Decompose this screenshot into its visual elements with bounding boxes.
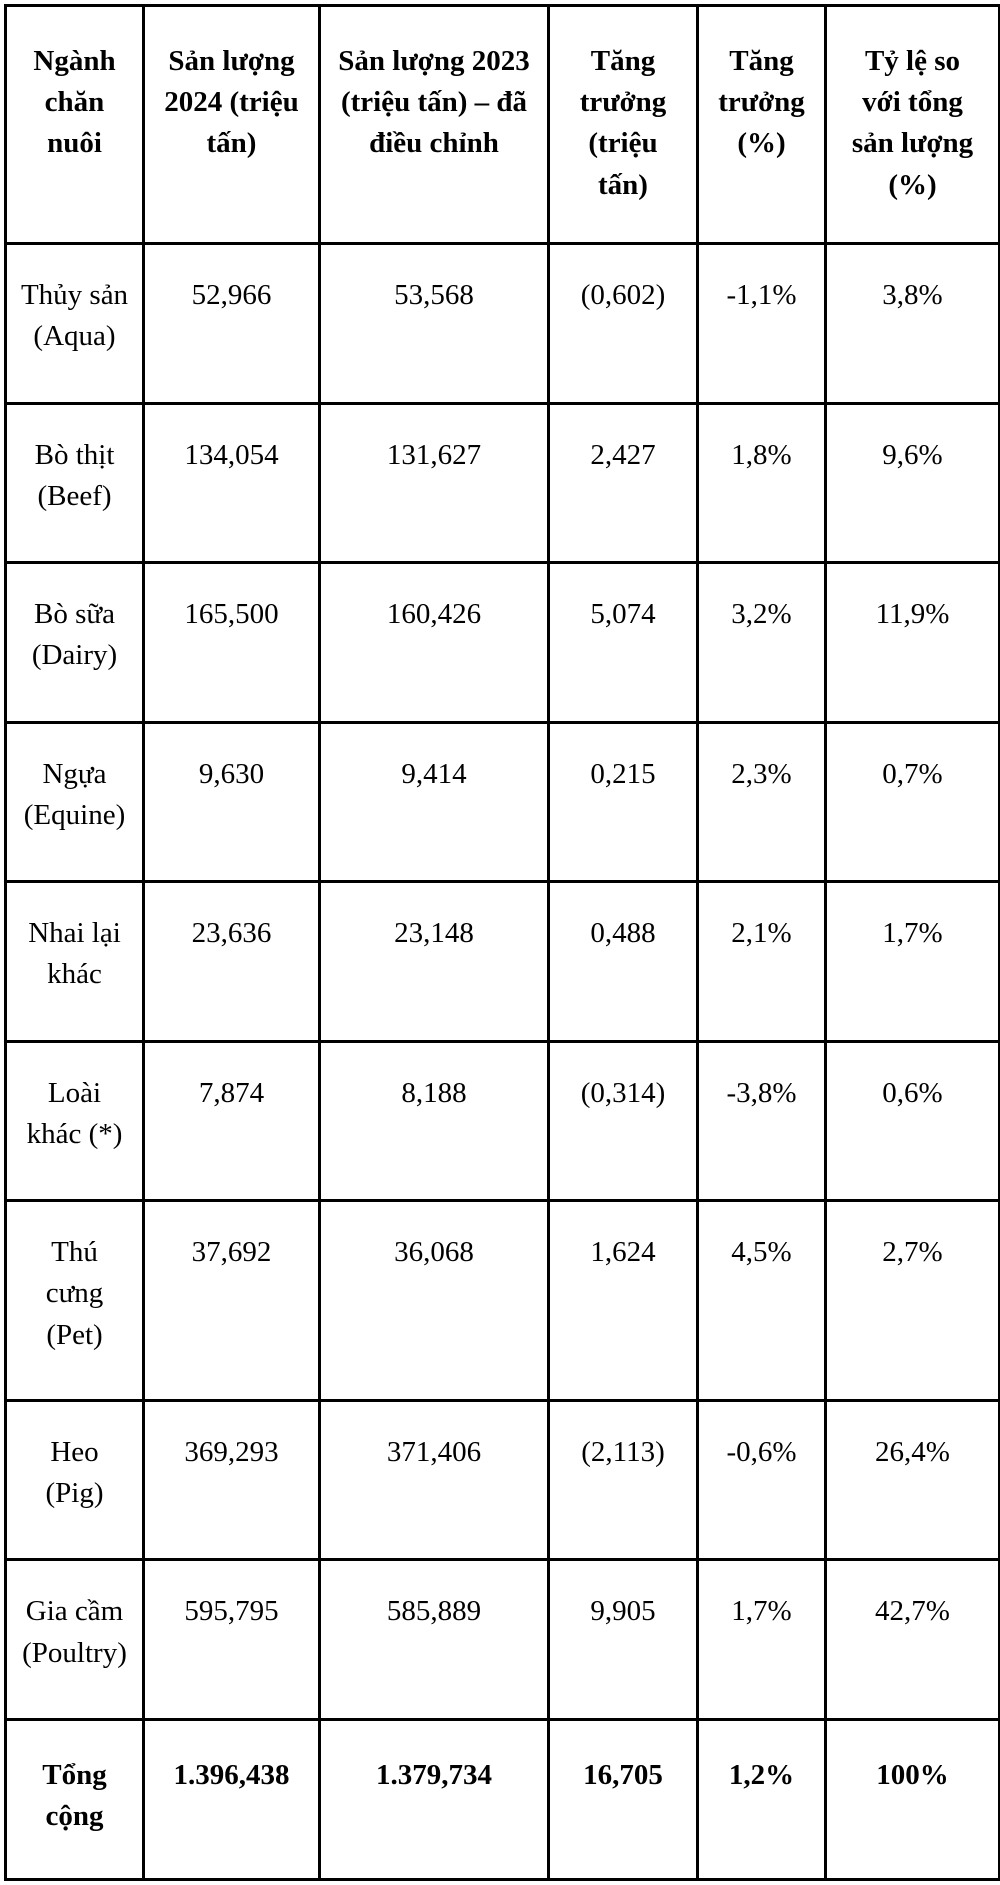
output-2024-cell: 9,630 bbox=[144, 722, 320, 882]
output-2023-cell: 371,406 bbox=[320, 1400, 549, 1560]
output-2023-cell: 23,148 bbox=[320, 882, 549, 1042]
total-output-2023-cell: 1.379,734 bbox=[320, 1720, 549, 1880]
sector-cell: Gia cầm (Poultry) bbox=[6, 1560, 144, 1720]
share-pct-cell: 0,6% bbox=[826, 1041, 1000, 1201]
table-footer bbox=[6, 1720, 1000, 1880]
share-pct-cell: 26,4% bbox=[826, 1400, 1000, 1560]
table-row bbox=[6, 882, 1000, 1042]
growth-mt-cell: 9,905 bbox=[549, 1560, 698, 1720]
output-2024-cell: 369,293 bbox=[144, 1400, 320, 1560]
growth-pct-cell: 4,5% bbox=[698, 1201, 826, 1401]
growth-mt-cell: 0,215 bbox=[549, 722, 698, 882]
growth-mt-cell: 5,074 bbox=[549, 563, 698, 723]
output-2023-cell: 585,889 bbox=[320, 1560, 549, 1720]
share-pct-cell: 3,8% bbox=[826, 244, 1000, 404]
growth-mt-cell: (2,113) bbox=[549, 1400, 698, 1560]
header-growth-pct: Tăng trưởng (%) bbox=[698, 6, 826, 244]
growth-pct-cell: -1,1% bbox=[698, 244, 826, 404]
growth-mt-cell: (0,314) bbox=[549, 1041, 698, 1201]
page bbox=[4, 4, 998, 1881]
growth-mt-cell: 2,427 bbox=[549, 403, 698, 563]
output-2023-cell: 9,414 bbox=[320, 722, 549, 882]
table-row bbox=[6, 563, 1000, 723]
total-sector-cell: Tổng cộng bbox=[6, 1720, 144, 1880]
output-2023-cell: 131,627 bbox=[320, 403, 549, 563]
table-row bbox=[6, 1560, 1000, 1720]
output-2024-cell: 7,874 bbox=[144, 1041, 320, 1201]
output-2024-cell: 134,054 bbox=[144, 403, 320, 563]
total-share-pct-cell: 100% bbox=[826, 1720, 1000, 1880]
livestock-output-table bbox=[4, 4, 1000, 1881]
total-output-2024-cell: 1.396,438 bbox=[144, 1720, 320, 1880]
header-row bbox=[6, 6, 1000, 244]
output-2023-cell: 160,426 bbox=[320, 563, 549, 723]
output-2024-cell: 165,500 bbox=[144, 563, 320, 723]
sector-cell: Nhai lại khác bbox=[6, 882, 144, 1042]
output-2024-cell: 595,795 bbox=[144, 1560, 320, 1720]
header-share-pct: Tỷ lệ so với tổng sản lượng (%) bbox=[826, 6, 1000, 244]
share-pct-cell: 11,9% bbox=[826, 563, 1000, 723]
table-row bbox=[6, 244, 1000, 404]
sector-cell: Loài khác (*) bbox=[6, 1041, 144, 1201]
growth-mt-cell: 1,624 bbox=[549, 1201, 698, 1401]
growth-pct-cell: -3,8% bbox=[698, 1041, 826, 1201]
output-2023-cell: 36,068 bbox=[320, 1201, 549, 1401]
header-output-2024: Sản lượng 2024 (triệu tấn) bbox=[144, 6, 320, 244]
growth-pct-cell: 1,7% bbox=[698, 1560, 826, 1720]
total-row bbox=[6, 1720, 1000, 1880]
growth-mt-cell: (0,602) bbox=[549, 244, 698, 404]
table-row bbox=[6, 1400, 1000, 1560]
output-2024-cell: 23,636 bbox=[144, 882, 320, 1042]
growth-pct-cell: 3,2% bbox=[698, 563, 826, 723]
output-2024-cell: 37,692 bbox=[144, 1201, 320, 1401]
header-sector: Ngành chăn nuôi bbox=[6, 6, 144, 244]
share-pct-cell: 42,7% bbox=[826, 1560, 1000, 1720]
growth-pct-cell: 2,1% bbox=[698, 882, 826, 1042]
header-output-2023: Sản lượng 2023 (triệu tấn) – đã điều chỉnh bbox=[320, 6, 549, 244]
output-2024-cell: 52,966 bbox=[144, 244, 320, 404]
header-growth-mt: Tăng trưởng (triệu tấn) bbox=[549, 6, 698, 244]
table-row bbox=[6, 403, 1000, 563]
sector-cell: Bò thịt (Beef) bbox=[6, 403, 144, 563]
share-pct-cell: 2,7% bbox=[826, 1201, 1000, 1401]
sector-cell: Ngựa (Equine) bbox=[6, 722, 144, 882]
table-header bbox=[6, 6, 1000, 244]
growth-pct-cell: -0,6% bbox=[698, 1400, 826, 1560]
output-2023-cell: 53,568 bbox=[320, 244, 549, 404]
sector-cell: Bò sữa (Dairy) bbox=[6, 563, 144, 723]
growth-pct-cell: 1,8% bbox=[698, 403, 826, 563]
output-2023-cell: 8,188 bbox=[320, 1041, 549, 1201]
share-pct-cell: 1,7% bbox=[826, 882, 1000, 1042]
sector-cell: Thủy sản (Aqua) bbox=[6, 244, 144, 404]
table-row bbox=[6, 1041, 1000, 1201]
table-row bbox=[6, 1201, 1000, 1401]
sector-cell: Thú cưng (Pet) bbox=[6, 1201, 144, 1401]
total-growth-pct-cell: 1,2% bbox=[698, 1720, 826, 1880]
table-body bbox=[6, 244, 1000, 1720]
growth-pct-cell: 2,3% bbox=[698, 722, 826, 882]
share-pct-cell: 0,7% bbox=[826, 722, 1000, 882]
sector-cell: Heo (Pig) bbox=[6, 1400, 144, 1560]
table-row bbox=[6, 722, 1000, 882]
total-growth-mt-cell: 16,705 bbox=[549, 1720, 698, 1880]
share-pct-cell: 9,6% bbox=[826, 403, 1000, 563]
growth-mt-cell: 0,488 bbox=[549, 882, 698, 1042]
